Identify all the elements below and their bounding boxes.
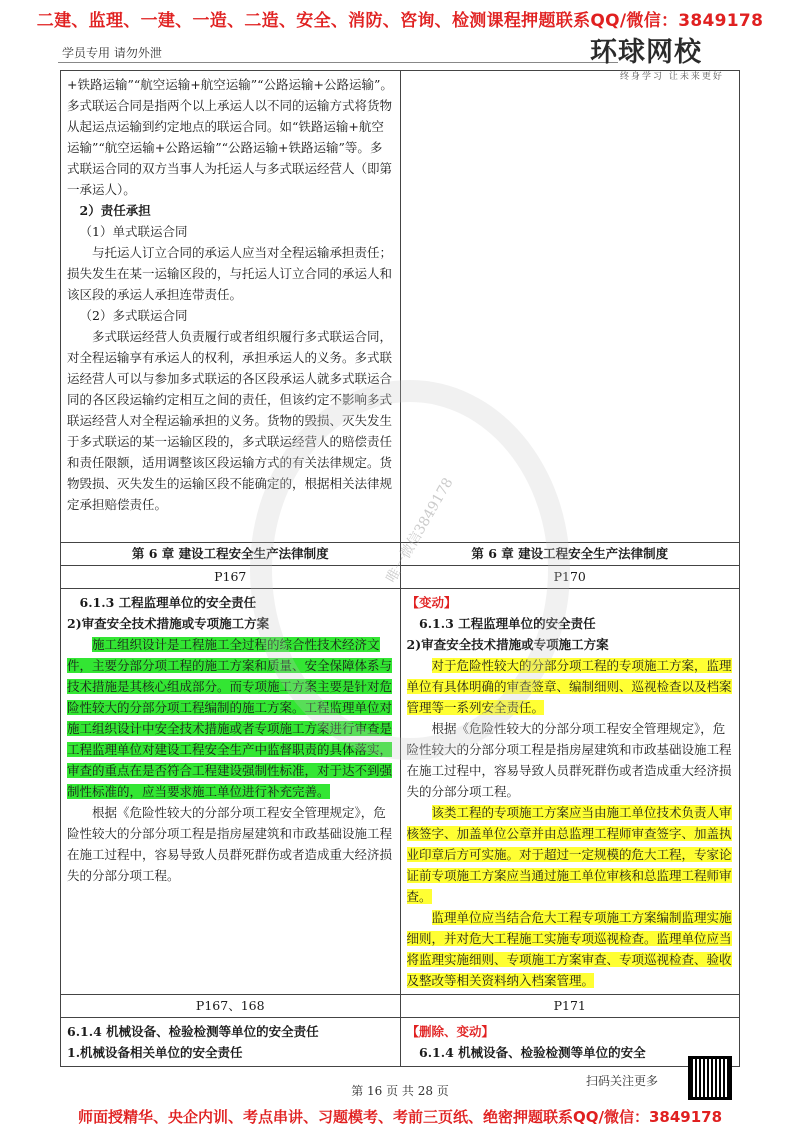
table-row — [61, 1018, 740, 1067]
highlighted-paragraph — [407, 802, 734, 907]
left-cell-mid — [61, 589, 401, 995]
left-cell-bottom — [61, 1018, 401, 1067]
section-title: 6.1.3 工程监理单位的安全责任 — [79, 595, 257, 610]
bottom-banner: 师面授精华、央企内训、考点串讲、习题模考、考前三页纸、绝密押题联系QQ/微信：3849178 — [77, 1108, 723, 1126]
highlighted-paragraph — [407, 907, 734, 991]
page-ref-left: P167、168 — [61, 995, 401, 1018]
yellow-highlight: 对于危险性较大的分部分项工程的专项施工方案，监理单位有具体明确的审查签章、编制细则、巡视检查以及档案管理等一系列安全责任。 — [406, 658, 732, 715]
green-highlight: 施工组织设计是工程施工全过程的综合性技术经济文件，主要分部分项工程的施工方案和质量、安全保障体系与技术措施是其核心组成部分。而专项施工方案主要是针对危险性较大的分部分项工程编制的施工方案。工程监理单位对施工组织设计中安全技术措施或者专项施工方案进行审查是工程监理单位对建设工程安全生产中监督职责的具体落实，审查的重点在是否符合工程建设强制性标准，对于达不到强制性标准的，应当要求施工单位进行补充完善。 — [67, 637, 393, 799]
yellow-highlight: 监理单位应当结合危大工程专项施工方案编制监理实施细则，并对危大工程施工实施专项巡视检查。监理单位应当将监理实施细则、专项施工方案审查、专项巡视检查、验收及整改等相关资料纳入档案管理。 — [406, 910, 732, 988]
table-row — [61, 995, 740, 1018]
chapter-title-left: 第 6 章 建设工程安全生产法律制度 — [61, 543, 401, 566]
right-cell-top — [400, 71, 740, 543]
paragraph: 根据《危险性较大的分部分项工程安全管理规定》，危险性较大的分部分项工程是指房屋建筑和市政基础设施工程在施工过程中，容易导致人员群死群伤或者造成重大经济损失的分部分项工程。 — [406, 721, 732, 799]
change-tag: 【变动】 — [406, 595, 457, 610]
section-subtitle: 1.机械设备相关单位的安全责任 — [67, 1045, 243, 1060]
highlighted-paragraph — [67, 634, 394, 802]
comparison-table — [60, 70, 740, 1067]
yellow-highlight: 该类工程的专项施工方案应当由施工单位技术负责人审核签字、加盖单位公章并由总监理工程师审查签字、加盖执业印章后方可实施。对于超过一定规模的危大工程，专家论证前专项施工方案应当通过施工单位审核和总监理工程师审查。 — [406, 805, 732, 904]
highlighted-paragraph — [407, 655, 734, 718]
left-cell-top — [61, 71, 401, 543]
section-subtitle: 2)审查安全技术措施或专项施工方案 — [406, 637, 609, 652]
logo-slogan: 终身学习 让未来更好 — [620, 72, 724, 82]
header-divider — [58, 62, 618, 63]
page-ref-right: P170 — [400, 566, 740, 589]
logo-title: 环球网校 — [590, 37, 702, 68]
page-ref-left: P167 — [61, 566, 401, 589]
table-row — [61, 543, 740, 566]
table-row — [61, 589, 740, 995]
subheading: （2）多式联运合同 — [79, 308, 188, 323]
header-notice: 学员专用 请勿外泄 — [62, 46, 162, 60]
chapter-title-right: 第 6 章 建设工程安全生产法律制度 — [400, 543, 740, 566]
watermark-text: 唯一微信3849178 — [383, 475, 457, 586]
table-row — [61, 566, 740, 589]
page-ref-right: P171 — [400, 995, 740, 1018]
paragraph: 多式联运经营人负责履行或者组织履行多式联运合同，对全程运输享有承运人的权利，承担承运人的义务。多式联运经营人可以与参加多式联运的各区段承运人就多式联运合同的各区段运输约定相互之间的责任，但该约定不影响多式联运经营人对全程运输承担的义务。货物的毁损、灭失发生于多式联运的某一运输区段的，多式联运经营人的赔偿责任和责任限额，适用调整该区段运输方式的有关法律规定。货物毁损、灭失发生的运输区段不能确定的，根据相关法律规定承担赔偿责任。 — [67, 329, 393, 512]
scan-prompt: 扫码关注更多 — [586, 1074, 659, 1088]
section-title: 6.1.4 机械设备、检验检测等单位的安全 — [419, 1045, 646, 1060]
section-subtitle: 2)审查安全技术措施或专项施工方案 — [67, 616, 270, 631]
paragraph: 与托运人订立合同的承运人应当对全程运输承担责任；损失发生在某一运输区段的，与托运人订立合同的承运人和该区段的承运人承担连带责任。 — [67, 245, 393, 302]
change-tag: 【删除、变动】 — [406, 1024, 495, 1039]
top-banner: 二建、监理、一建、一造、二造、安全、消防、咨询、检测课程押题联系QQ/微信：3849178 — [36, 11, 764, 31]
paragraph: 根据《危险性较大的分部分项工程安全管理规定》，危险性较大的分部分项工程是指房屋建筑和市政基础设施工程在施工过程中，容易导致人员群死群伤或者造成重大经济损失的分部分项工程。 — [67, 805, 393, 883]
paragraph: +铁路运输”“航空运输+航空运输”“公路运输+公路运输”。多式联运合同是指两个以上承运人以不同的运输方式将货物从起运点运输到约定地点的联运合同。如“铁路运输+航空运输”“航空运输+公路运输”“公路运输+铁路运输”等。多式联运合同的双方当事人为托运人与多式联运经营人（即第一承运人）。 — [67, 77, 393, 197]
table-row — [61, 71, 740, 543]
subheading: （1）单式联运合同 — [79, 224, 188, 239]
page-number: 第 16 页 共 28 页 — [351, 1084, 449, 1098]
right-cell-mid — [400, 589, 740, 995]
section-heading: 2）责任承担 — [79, 203, 151, 218]
section-title: 6.1.4 机械设备、检验检测等单位的安全责任 — [67, 1024, 319, 1039]
section-title: 6.1.3 工程监理单位的安全责任 — [419, 616, 596, 631]
